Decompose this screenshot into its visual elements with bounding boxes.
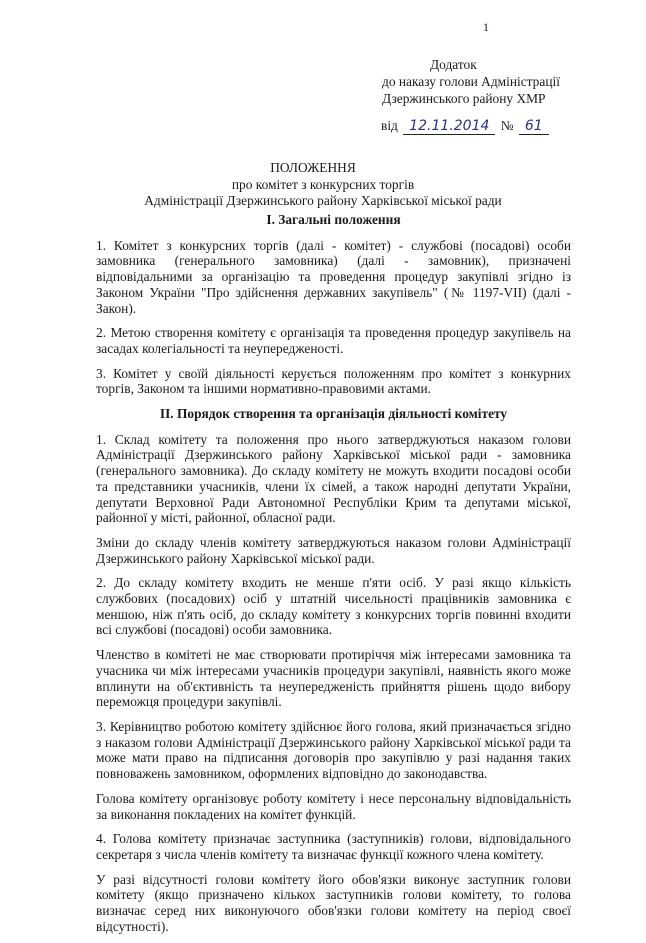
addendum-line-district: Дзержинського району ХМР (382, 91, 546, 106)
addendum-header (382, 56, 560, 107)
section-1-heading: I. Загальні положення (266, 212, 401, 227)
order-number-handwritten: 61 (519, 118, 549, 135)
document-body (96, 212, 571, 943)
section-2-paragraph: 4. Голова комітету призначає заступника (заступників) голови, відповідального секретаря з числа членів комітету та визначає функції кожного члена комітету. (96, 831, 571, 862)
section-2-paragraph: 1. Склад комітету та положення про нього затверджуються наказом голови Адміністрації Дзержинського району Харківської міської ради - замовника (генерального замовника). До складу комітету не можуть входити посадові особи та представники учасників, члени їх сімей, а також народні депутати України, депутати Верховної Ради Автономної Республіки Крим та депутами міської, районної у місті, районної, обласної ради. (96, 431, 571, 526)
document-title (0, 160, 646, 210)
section-2-paragraph: 2. До складу комітету входить не менше п'яти осіб. У разі якщо кількість службових (посадових) осіб у штатній чисельності працівників замовника є меншою, ніж п'ять осіб, до складу комітету з конкурсних торгів повинні входити всі службові (посадові) особи замовника. (96, 575, 571, 638)
title-organization: Адміністрації Дзержинського району Харківської міської ради (144, 193, 502, 208)
section-2-paragraph: Голова комітету організовує роботу комітету і несе персональну відповідальність за виконання покладених на комітет функцій. (96, 790, 571, 822)
order-date-handwritten: 12.11.2014 (403, 118, 495, 135)
section-2-paragraph: У разі відсутності голови комітету його обов'язки виконує заступник голови комітету (якщо призначено кількох заступників голови комітету, то голова визначає серед них виконуючого обов'язки голови комітету на період своєї відсутності). (96, 871, 571, 934)
section-1-paragraph: 2. Метою створення комітету є організація та проведення процедур закупівель на засадах колегіальності та неупередженості. (96, 325, 571, 356)
section-2-paragraph: Зміни до складу членів комітету затверджуються наказом голови Адміністрації Дзержинського району Харківської міської ради. (96, 534, 571, 566)
title-subtitle: про комітет з конкурсних торгів (231, 176, 415, 192)
order-number-label: № (500, 118, 514, 133)
page-number: 1 (483, 20, 489, 34)
addendum-line-order: до наказу голови Адміністрації (382, 74, 560, 89)
addendum-title: Додаток (430, 57, 477, 72)
title-main: ПОЛОЖЕННЯ (270, 160, 356, 175)
section-1-paragraph: 1. Комітет з конкурсних торгів (далі - комітет) - службові (посадові) особи замовника (генерального замовника) (далі - замовник), призначені відповідальними за організацію та проведення процедур закупівлі згідно із Законом України "Про здійснення державних закупівель" (№ 1197-VII) (далі - Закон). (96, 237, 571, 316)
section-2-paragraph: Членство в комітеті не має створювати протиріччя між інтересами замовника та учасника чи між інтересами учасників процедури закупівлі, наявність якого може вплинути на об'єктивність та неупередженість прийняття рішень щодо вибору переможця процедури закупівлі. (96, 647, 571, 710)
section-2-paragraph: 3. Керівництво роботою комітету здійснює його голова, який призначається згідно з наказом голови Адміністрації Дзержинського району Харківської міської ради та може мати право на підписання договорів про закупівлю у разі надання таких повноважень замовником, оформлених відповідно до законодавства. (96, 718, 571, 782)
order-reference (381, 118, 551, 135)
order-date-prefix: від (381, 118, 398, 133)
section-2-heading: II. Порядок створення та організація діяльності комітету (159, 406, 508, 422)
section-1-paragraph: 3. Комітет у своїй діяльності керується положенням про комітет з конкурних торгів, Законом та іншими нормативно-правовими актами. (96, 365, 571, 397)
